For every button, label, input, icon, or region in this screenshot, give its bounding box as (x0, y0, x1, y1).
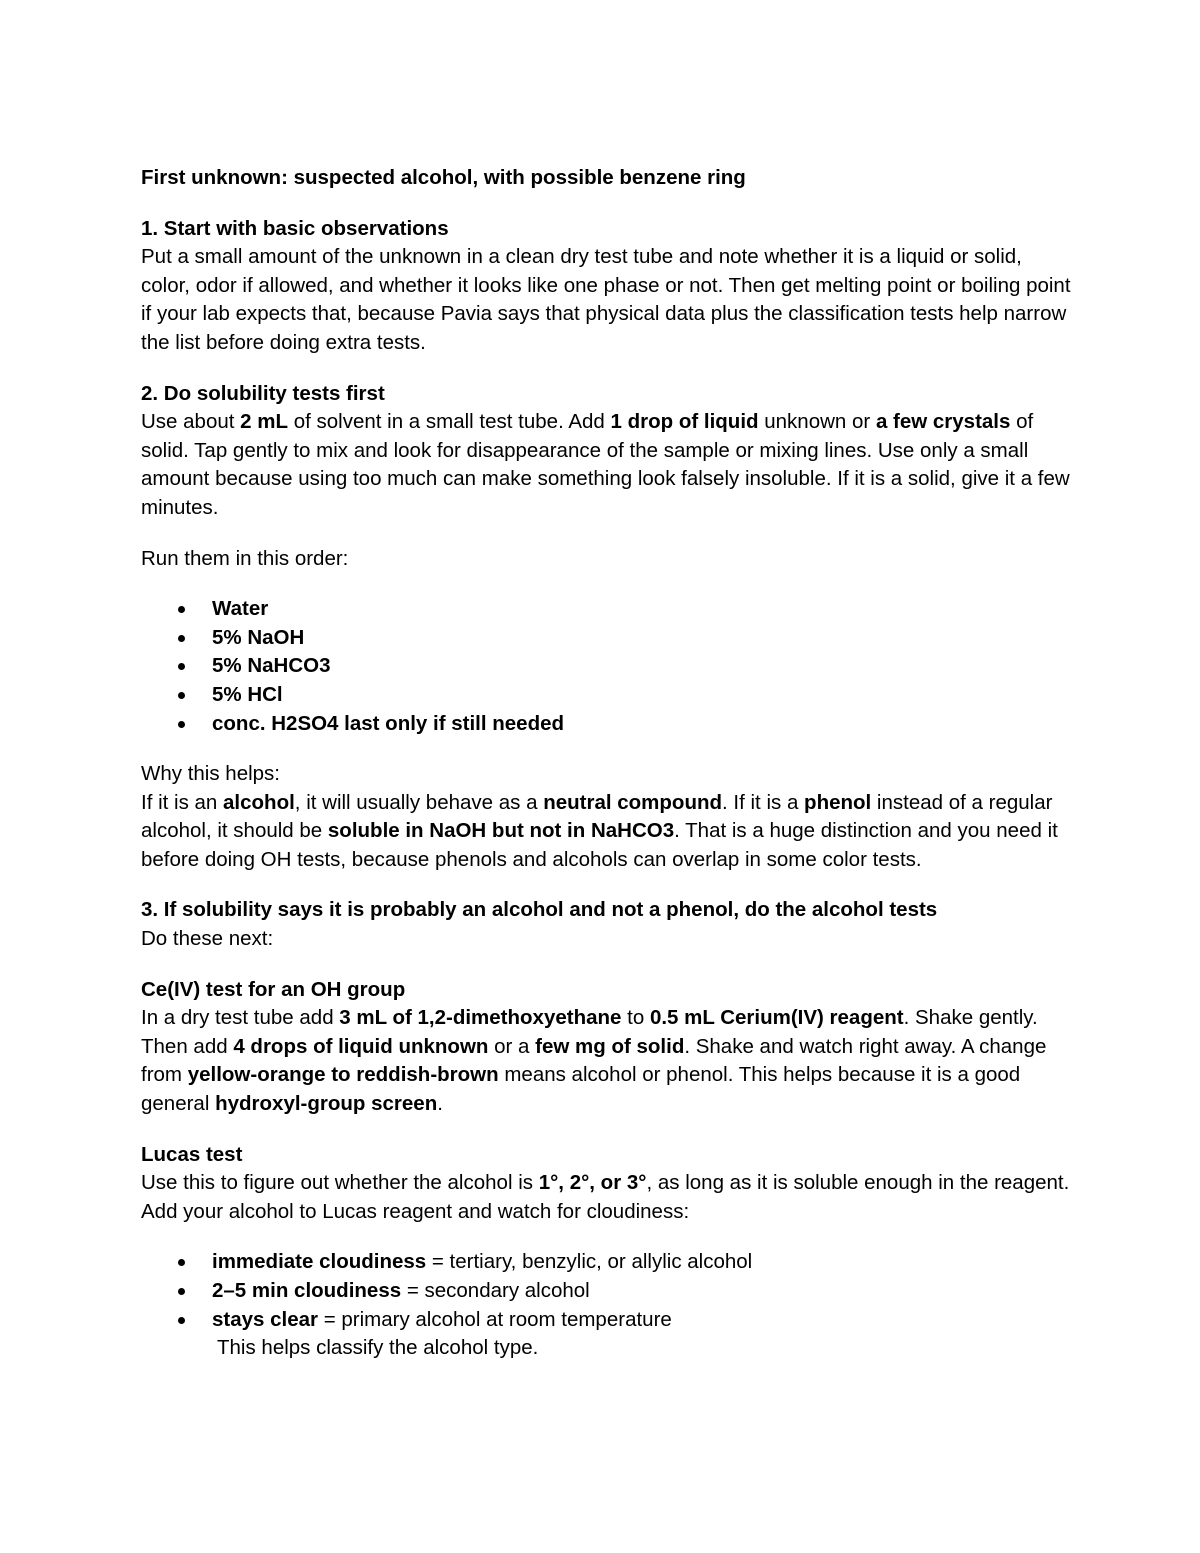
lucas-test-body: Use this to figure out whether the alcohol is 1°, 2°, or 3°, as long as it is soluble enough in the reagent. Add your alcohol to Lucas reagent and watch for cloudiness: (141, 1171, 1070, 1223)
bullet-icon (178, 606, 185, 613)
solvent-order-list (141, 595, 1071, 738)
list-item: 5% NaHCO3 (141, 652, 1071, 681)
list-item: stays clear = primary alcohol at room temperature (141, 1306, 1071, 1335)
bullet-icon (178, 635, 185, 642)
list-item: immediate cloudiness = tertiary, benzylic, or allylic alcohol (141, 1248, 1071, 1277)
section-2-heading: 2. Do solubility tests first (141, 381, 385, 405)
document-body (141, 164, 1071, 1363)
bullet-icon (178, 1259, 185, 1266)
bullet-icon (178, 1288, 185, 1295)
bullet-icon (178, 1317, 185, 1324)
list-item: conc. H2SO4 last only if still needed (141, 710, 1071, 739)
list-item: 2–5 min cloudiness = secondary alcohol (141, 1277, 1071, 1306)
bullet-icon (178, 663, 185, 670)
lucas-note: This helps classify the alcohol type. (217, 1336, 539, 1360)
bullet-icon (178, 692, 185, 699)
bullet-icon (178, 721, 185, 728)
ce-test-heading: Ce(IV) test for an OH group (141, 977, 406, 1001)
lucas-results-list (141, 1248, 1071, 1334)
order-intro: Run them in this order: (141, 546, 349, 570)
why-paragraph: If it is an alcohol, it will usually behave as a neutral compound. If it is a phenol instead of a regular alcohol, it should be soluble in NaOH but not in NaHCO3. That is a huge distinction and you need it before doing OH tests, because phenols and alcohols can overlap in some color tests. (141, 790, 1058, 871)
list-item: 5% NaOH (141, 624, 1071, 653)
lucas-test-heading: Lucas test (141, 1142, 243, 1166)
section-1-heading: 1. Start with basic observations (141, 216, 449, 240)
section-2-paragraph: Use about 2 mL of solvent in a small test tube. Add 1 drop of liquid unknown or a few crystals of solid. Tap gently to mix and look for disappearance of the sample or mixing lines. Use only a small amount because using too much can make something look falsely insoluble. If it is a solid, give it a few minutes. (141, 410, 1070, 519)
ce-test-body: In a dry test tube add 3 mL of 1,2-dimethoxyethane to 0.5 mL Cerium(IV) reagent. Shake gently. Then add 4 drops of liquid unknown or a few mg of solid. Shake and watch right away. A change from yellow-orange to reddish-brown means alcohol or phenol. This helps because it is a good general hydroxyl-group screen. (141, 1006, 1047, 1116)
section-3-heading: 3. If solubility says it is probably an alcohol and not a phenol, do the alcohol tests (141, 898, 938, 922)
section-3-intro: Do these next: (141, 927, 274, 951)
list-item: Water (141, 595, 1071, 624)
document-title: First unknown: suspected alcohol, with possible benzene ring (141, 166, 746, 189)
why-label: Why this helps: (141, 762, 280, 786)
section-1-body: Put a small amount of the unknown in a clean dry test tube and note whether it is a liquid or solid, color, odor if allowed, and whether it looks like one phase or not. Then get melting point or boiling point if your lab expects that, because Pavia says that physical data plus the classification tests help narrow the list before doing extra tests. (141, 245, 1071, 354)
list-item: 5% HCl (141, 681, 1071, 710)
